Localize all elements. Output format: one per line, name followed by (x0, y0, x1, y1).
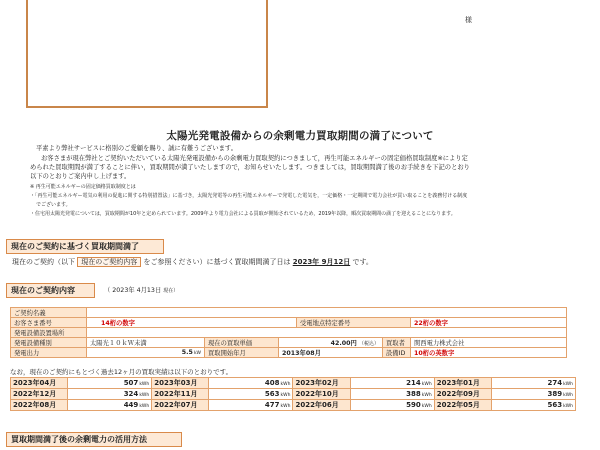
history-value-cell (68, 389, 152, 400)
history-value-cell (68, 400, 152, 411)
output-value: 5.5 (181, 349, 193, 356)
customer-no-value: 14桁の数字 (87, 318, 297, 328)
history-month: 2023年03月 (152, 378, 209, 389)
customer-no-label: お客さま番号 (11, 318, 87, 328)
table-row (11, 308, 567, 318)
contract-details-ref: 現在のご契約内容 (77, 257, 141, 267)
expiry-middle: をご参照ください）に基づく買取期間満了日は (143, 258, 291, 266)
intro-line-4: 以下のとおりご案内申し上げます。 (30, 173, 131, 180)
history-month: 2023年02月 (293, 378, 350, 389)
supply-point-value: 22桁の数字 (411, 318, 567, 328)
section-usage-heading: 買取期間満了後の余剰電力の活用方法 (6, 432, 182, 447)
history-unit: kWh (280, 393, 291, 398)
note-line-2: でございます。 (36, 202, 71, 208)
facility-type-label: 発電設備種別 (11, 338, 87, 348)
history-month: 2023年04月 (11, 378, 68, 389)
history-value-cell (209, 400, 293, 411)
history-value-cell (350, 400, 434, 411)
history-unit: kWh (280, 382, 291, 387)
buyer-label: 買取者 (383, 338, 411, 348)
contract-table (10, 307, 567, 358)
history-unit: kWh (421, 393, 432, 398)
table-row (11, 328, 567, 338)
history-value-cell (209, 389, 293, 400)
history-value: 388 (406, 390, 421, 398)
facility-location-label: 発電設備設置場所 (11, 328, 87, 338)
section-expiry-heading: 現在のご契約に基づく買取期間満了 (6, 239, 164, 254)
unit-price-value: 42.00円 (330, 340, 357, 347)
facility-id-value: 10桁の英数字 (411, 348, 567, 358)
history-row (11, 400, 576, 411)
history-unit: kWh (563, 393, 573, 398)
start-label: 買取開始年月 (205, 348, 279, 358)
table-row (11, 318, 567, 328)
unit-price-label: 現在の買取単価 (205, 338, 279, 348)
table-row (11, 338, 567, 348)
address-window-frame (26, 0, 268, 108)
purchase-history-table (10, 377, 576, 411)
output-unit: kW (193, 351, 201, 356)
history-value-cell (350, 389, 434, 400)
history-month: 2022年07月 (152, 400, 209, 411)
history-unit: kWh (421, 404, 432, 409)
history-value: 274 (547, 379, 563, 387)
as-of-suffix: 現在） (163, 288, 179, 294)
contract-name-label: ご契約名義 (11, 308, 87, 318)
history-row (11, 389, 576, 400)
history-month: 2022年06月 (293, 400, 350, 411)
history-month: 2022年12月 (11, 389, 68, 400)
intro-line-2: お客さまが現在弊社とご契約いただいている太陽光発電設備からの余剰電力買取契約につきまして，再生可能エネルギーの固定価格買取制度※により定 (41, 155, 468, 162)
history-value: 563 (264, 390, 280, 398)
facility-location-value (87, 328, 567, 338)
history-value: 507 (123, 379, 139, 387)
expiry-prefix: 現在のご契約（以下 (12, 258, 75, 266)
history-month: 2023年01月 (434, 378, 491, 389)
history-unit: kWh (139, 393, 150, 398)
intro-line-3: められた買取期間が満了することに伴い，買取期間が満了いたしますので，お知らせいたします。つきましては，買取期間満了後のお手続きを下記のとおり (30, 164, 470, 171)
address-honorific: 様 (465, 16, 472, 24)
section-contract-heading: 現在のご契約内容 (6, 283, 95, 298)
output-label: 発電出力 (11, 348, 87, 358)
unit-price-tax: （税込） (358, 341, 379, 347)
history-unit: kWh (421, 382, 432, 387)
as-of-date (104, 287, 178, 295)
history-unit: kWh (139, 404, 150, 409)
history-value: 324 (123, 390, 139, 398)
note-line-3: ・住宅用太陽光発電については，買取期間が10年と定められています。2009年より電力会社による買取が開始されているため，2019年以降，順次買取期間の満了を迎えることになります。 (30, 211, 456, 217)
history-value: 477 (264, 401, 280, 409)
note-heading: ※ 再生可能エネルギーの固定価格買取制度とは (30, 184, 136, 190)
history-row (11, 378, 576, 389)
start-value: 2013年08月 (279, 348, 383, 358)
table-row (11, 348, 567, 358)
output-cell (87, 348, 205, 358)
history-month: 2022年10月 (293, 389, 350, 400)
buyer-value: 関西電力株式会社 (411, 338, 567, 348)
history-value: 214 (406, 379, 421, 387)
history-value-cell (491, 389, 575, 400)
history-unit: kWh (563, 404, 573, 409)
facility-type-value: 太陽光１０ｋＷ未満 (87, 338, 205, 348)
history-value-cell (209, 378, 293, 389)
history-value-cell (350, 378, 434, 389)
expiry-suffix: です。 (352, 258, 373, 266)
history-unit: kWh (280, 404, 291, 409)
contract-name-value (87, 308, 567, 318)
history-value-cell (68, 378, 152, 389)
history-value: 449 (123, 401, 139, 409)
history-value: 563 (547, 401, 563, 409)
history-month: 2022年08月 (11, 400, 68, 411)
facility-id-label: 設備ID (383, 348, 411, 358)
history-note: なお，現在のご契約にもとづく過去12ヶ月の買取実績は以下のとおりです。 (10, 368, 233, 376)
history-unit: kWh (139, 382, 150, 387)
history-value: 590 (406, 401, 421, 409)
supply-point-label: 受電地点特定番号 (297, 318, 411, 328)
expiry-sentence (12, 258, 373, 266)
history-value: 408 (264, 379, 280, 387)
as-of-date-value: （ 2023年 4月13日 (104, 287, 162, 294)
history-month: 2022年05月 (434, 400, 491, 411)
expiry-date: 2023年 9月12日 (292, 258, 351, 266)
intro-line-1: 平素より弊社サービスに格別のご愛顧を賜り、誠に有難うございます。 (36, 145, 237, 152)
unit-price-cell (279, 338, 383, 348)
history-value-cell (491, 400, 575, 411)
document-title: 太陽光発電設備からの余剰電力買取期間の満了について (166, 130, 434, 142)
note-line-1: ・「再生可能エネルギー電気の利用の促進に関する特別措置法」に基づき，太陽光発電等の再生可能エネルギーで発電した電気を，一定価格・一定期間で電力会社が買い取ることを義務付ける制度 (30, 193, 468, 199)
history-unit: kWh (563, 382, 573, 387)
history-value: 389 (547, 390, 563, 398)
history-month: 2022年11月 (152, 389, 209, 400)
history-month: 2022年09月 (434, 389, 491, 400)
history-value-cell (491, 378, 575, 389)
